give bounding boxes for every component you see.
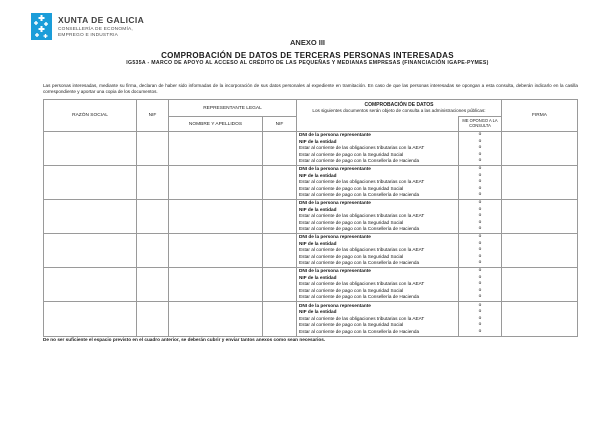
document-label-dni: DNI de la persona representante	[299, 132, 371, 138]
intro-paragraph: Las personas interesadas, mediante su firma, declaran de haber sido informadas de la incorporación de sus datos personales al expediente en tramitación. En caso de que las personas interesadas se opongan a esta consulta, deberán indicarlo en la casilla correspondiente y aportar una copia de los documentos.	[43, 83, 578, 94]
nif-representante-cell[interactable]	[263, 166, 297, 199]
oppose-checkbox-aeat[interactable]: o	[478, 213, 482, 219]
documents-cell	[297, 166, 459, 199]
oppose-checkbox-nif-entidad[interactable]: o	[478, 309, 482, 315]
table-row	[44, 302, 577, 336]
firma-cell[interactable]	[502, 166, 577, 199]
brand-text	[58, 13, 144, 40]
nif-cell[interactable]	[137, 234, 169, 267]
document-label-nif-entidad: NIF de la entidad	[299, 274, 337, 280]
firma-cell[interactable]	[502, 234, 577, 267]
oppose-checkbox-dni[interactable]: o	[478, 166, 482, 172]
oppose-checkbox-aeat[interactable]: o	[478, 179, 482, 185]
document-label-aeat: Estar al corriente de las obligaciones tributarias con la AEAT	[299, 315, 425, 321]
oppose-checkbox-seguridad-social[interactable]: o	[478, 219, 482, 225]
nif-cell[interactable]	[137, 268, 169, 301]
nif-cell[interactable]	[137, 302, 169, 336]
document-label-nif-entidad: NIF de la entidad	[299, 172, 337, 178]
oppose-checkbox-hacienda[interactable]: o	[478, 328, 482, 334]
oppose-column-cell	[459, 166, 502, 199]
document-label-aeat: Estar al corriente de las obligaciones tributarias con la AEAT	[299, 281, 425, 287]
form-subtitle: IG535A - MARCO DE APOYO AL ACCESO AL CRÉDITO DE LAS PEQUEÑAS Y MEDIANAS EMPRESAS (FINANCIACIÓN IGAPE-PYMES)	[126, 60, 489, 66]
document-label-nif-entidad: NIF de la entidad	[299, 138, 337, 144]
oppose-checkbox-dni[interactable]: o	[478, 200, 482, 206]
oppose-column-cell	[459, 302, 502, 336]
document-label-dni: DNI de la persona representante	[299, 166, 371, 172]
table-row	[44, 166, 577, 200]
document-label-dni: DNI de la persona representante	[299, 200, 371, 206]
firma-cell[interactable]	[502, 302, 577, 336]
firma-cell[interactable]	[502, 268, 577, 301]
oppose-checkbox-nif-entidad[interactable]: o	[478, 138, 482, 144]
documents-cell	[297, 302, 459, 336]
oppose-checkbox-nif-entidad[interactable]: o	[478, 240, 482, 246]
nombre-apellidos-cell[interactable]	[169, 302, 263, 336]
oppose-checkbox-aeat[interactable]: o	[478, 247, 482, 253]
oppose-checkbox-seguridad-social[interactable]: o	[478, 151, 482, 157]
oppose-column-cell	[459, 268, 502, 301]
nombre-apellidos-cell[interactable]	[169, 166, 263, 199]
document-label-aeat: Estar al corriente de las obligaciones tributarias con la AEAT	[299, 213, 425, 219]
header-representante-legal	[169, 100, 297, 131]
nif-cell[interactable]	[137, 166, 169, 199]
document-label-aeat: Estar al corriente de las obligaciones tributarias con la AEAT	[299, 179, 425, 185]
document-label-seguridad-social: Estar al corriente de pago con la Seguridad Social	[299, 151, 404, 157]
header-representante-legal-label: REPRESENTANTE LEGAL	[203, 105, 262, 111]
firma-cell[interactable]	[502, 200, 577, 233]
form-title: COMPROBACIÓN DE DATOS DE TERCERAS PERSONAS INTERESADAS	[161, 51, 454, 60]
razon-social-cell[interactable]	[44, 234, 137, 267]
document-label-seguridad-social: Estar al corriente de pago con la Seguridad Social	[299, 287, 404, 293]
nombre-apellidos-cell[interactable]	[169, 132, 263, 165]
oppose-checkbox-seguridad-social[interactable]: o	[478, 185, 482, 191]
nif-cell[interactable]	[137, 200, 169, 233]
oppose-checkbox-seguridad-social[interactable]: o	[478, 322, 482, 328]
nif-cell[interactable]	[137, 132, 169, 165]
oppose-checkbox-hacienda[interactable]: o	[478, 260, 482, 266]
documents-cell	[297, 268, 459, 301]
document-label-nif-entidad: NIF de la entidad	[299, 206, 337, 212]
table-header	[44, 100, 577, 132]
document-label-seguridad-social: Estar al corriente de pago con la Seguridad Social	[299, 253, 404, 259]
document-label-nif-entidad: NIF de la entidad	[299, 240, 337, 246]
document-label-hacienda: Estar al corriente de pago con la Consellería de Hacienda	[299, 260, 420, 266]
org-name: XUNTA DE GALICIA	[58, 15, 145, 25]
oppose-checkbox-hacienda[interactable]: o	[478, 226, 482, 232]
document-label-dni: DNI de la persona representante	[299, 302, 371, 308]
header-razon-social: RAZÓN SOCIAL	[44, 100, 137, 131]
table-row	[44, 200, 577, 234]
document-label-nif-entidad: NIF de la entidad	[299, 309, 337, 315]
documents-cell	[297, 132, 459, 165]
comprobacion-subtitle: Los siguientes documentos serán objeto de consulta a las administraciones públicas:	[312, 108, 486, 113]
oppose-column-cell	[459, 200, 502, 233]
nombre-apellidos-cell[interactable]	[169, 234, 263, 267]
documents-cell	[297, 200, 459, 233]
oppose-checkbox-aeat[interactable]: o	[478, 315, 482, 321]
razon-social-cell[interactable]	[44, 132, 137, 165]
header-nif-representante: NIF	[275, 121, 284, 127]
xunta-logo-icon	[31, 13, 52, 40]
header-me-opongo: ME OPONGO A LA CONSULTA	[458, 116, 501, 131]
header-brand	[31, 13, 144, 40]
oppose-checkbox-seguridad-social[interactable]: o	[478, 287, 482, 293]
dept-line-2: EMPREGO E INDUSTRIA	[58, 33, 119, 38]
oppose-checkbox-dni[interactable]: o	[478, 234, 482, 240]
document-label-aeat: Estar al corriente de las obligaciones tributarias con la AEAT	[299, 145, 425, 151]
document-label-seguridad-social: Estar al corriente de pago con la Seguridad Social	[299, 219, 404, 225]
document-label-hacienda: Estar al corriente de pago con la Consellería de Hacienda	[299, 294, 420, 300]
razon-social-cell[interactable]	[44, 302, 137, 336]
oppose-checkbox-hacienda[interactable]: o	[478, 192, 482, 198]
dept-line-1: CONSELLERÍA DE ECONOMÍA,	[58, 27, 133, 32]
nif-representante-cell[interactable]	[263, 268, 297, 301]
nif-representante-cell[interactable]	[263, 200, 297, 233]
document-label-dni: DNI de la persona representante	[299, 234, 371, 240]
razon-social-cell[interactable]	[44, 166, 137, 199]
header-nombre-apellidos: NOMBRE Y APELLIDOS	[169, 117, 263, 131]
document-label-seguridad-social: Estar al corriente de pago con la Seguridad Social	[299, 185, 404, 191]
oppose-checkbox-nif-entidad[interactable]: o	[478, 206, 482, 212]
oppose-checkbox-hacienda[interactable]: o	[478, 294, 482, 300]
table-row	[44, 234, 577, 268]
oppose-checkbox-nif-entidad[interactable]: o	[478, 172, 482, 178]
header-nif: NIF	[137, 100, 169, 131]
nombre-apellidos-cell[interactable]	[169, 200, 263, 233]
razon-social-cell[interactable]	[44, 200, 137, 233]
nif-representante-cell[interactable]	[263, 234, 297, 267]
oppose-column-cell	[459, 132, 502, 165]
header-comprobacion-datos	[297, 100, 502, 131]
nif-representante-cell[interactable]	[263, 302, 297, 336]
oppose-checkbox-nif-entidad[interactable]: o	[478, 274, 482, 280]
comprobacion-title: COMPROBACIÓN DE DATOS	[364, 101, 434, 108]
document-label-hacienda: Estar al corriente de pago con la Consellería de Hacienda	[299, 328, 420, 334]
oppose-checkbox-seguridad-social[interactable]: o	[478, 253, 482, 259]
table-body	[44, 132, 577, 336]
annex-label: ANEXO III	[289, 38, 325, 47]
document-label-seguridad-social: Estar al corriente de pago con la Seguridad Social	[299, 322, 404, 328]
header-representante-sub	[169, 116, 296, 131]
document-label-dni: DNI de la persona representante	[299, 268, 371, 274]
document-label-aeat: Estar al corriente de las obligaciones tributarias con la AEAT	[299, 247, 425, 253]
table-row	[44, 132, 577, 166]
footer-note: De no ser suficiente el espacio previsto en el cuadro anterior, se deberán cubrir y enviar tantos anexos como sean necesarios.	[43, 337, 326, 342]
razon-social-cell[interactable]	[44, 268, 137, 301]
oppose-checkbox-dni[interactable]: o	[478, 302, 482, 308]
oppose-checkbox-dni[interactable]: o	[478, 132, 482, 138]
document-label-hacienda: Estar al corriente de pago con la Consellería de Hacienda	[299, 226, 420, 232]
nif-representante-cell[interactable]	[263, 132, 297, 165]
oppose-checkbox-hacienda[interactable]: o	[478, 158, 482, 164]
table-row	[44, 268, 577, 302]
oppose-checkbox-aeat[interactable]: o	[478, 145, 482, 151]
document-label-hacienda: Estar al corriente de pago con la Consellería de Hacienda	[299, 192, 420, 198]
header-firma: FIRMA	[532, 113, 547, 118]
data-verification-table	[43, 99, 578, 337]
oppose-checkbox-dni[interactable]: o	[478, 268, 482, 274]
firma-cell[interactable]	[502, 132, 577, 165]
oppose-checkbox-aeat[interactable]: o	[478, 281, 482, 287]
documents-cell	[297, 234, 459, 267]
document-label-hacienda: Estar al corriente de pago con la Consellería de Hacienda	[299, 158, 420, 164]
nombre-apellidos-cell[interactable]	[169, 268, 263, 301]
oppose-column-cell	[459, 234, 502, 267]
